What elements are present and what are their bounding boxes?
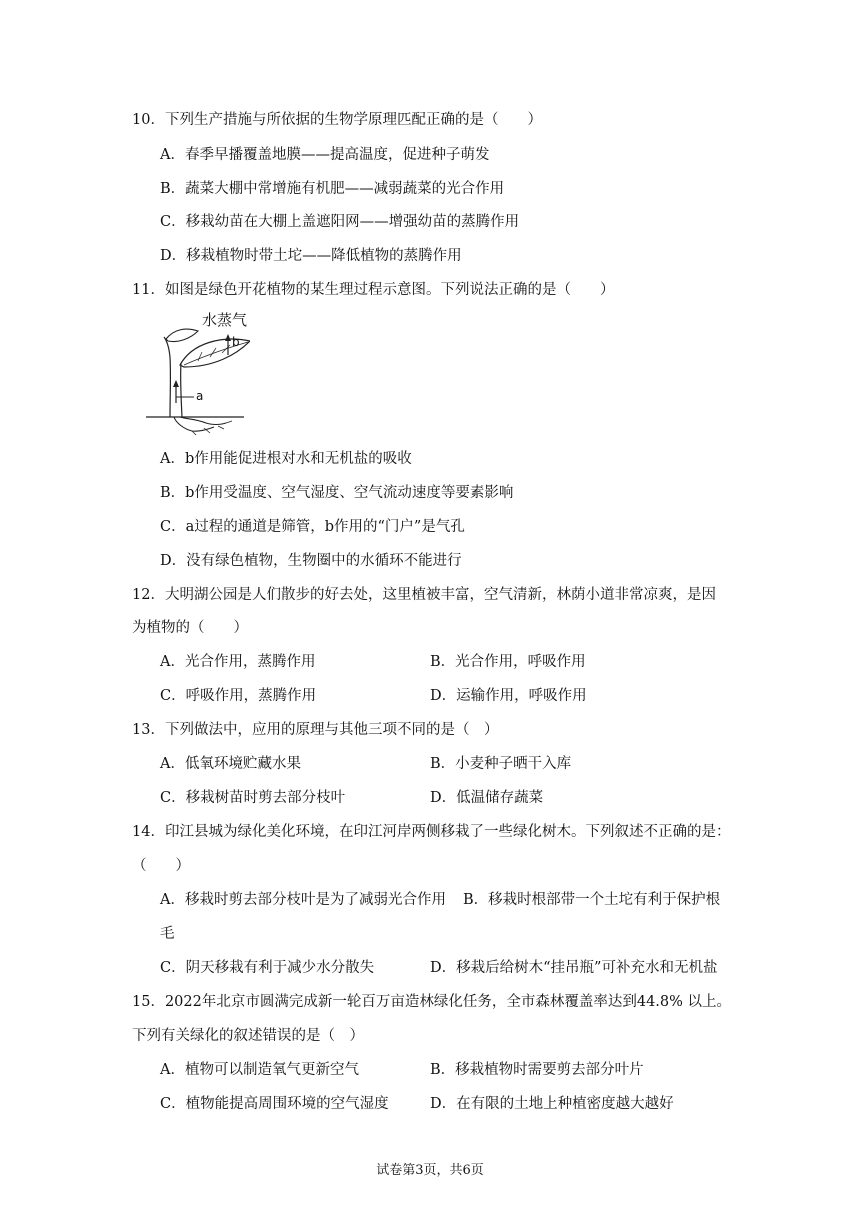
figure-label-b: b: [232, 335, 240, 349]
question-15-option-a: A．植物可以制造氧气更新空气: [160, 1062, 359, 1078]
question-12-stem-line1: 12．大明湖公园是人们散步的好去处，这里植被丰富，空气清新，林荫小道非常凉爽，是因: [132, 587, 716, 603]
question-14-option-b-continued: 毛: [160, 926, 175, 942]
page-footer: 试卷第3页，共6页: [376, 1163, 484, 1178]
question-12-option-c: C．呼吸作用，蒸腾作用: [160, 688, 317, 704]
question-11-option-b: B．b作用受温度、空气湿度、空气流动速度等要素影响: [160, 485, 514, 501]
question-10-option-c: C．移栽幼苗在大棚上盖遮阳网——增强幼苗的蒸腾作用: [160, 214, 520, 230]
question-15-option-c: C．植物能提高周围环境的空气湿度: [160, 1096, 389, 1112]
question-14-stem-line2: （ ）: [132, 858, 190, 874]
question-11-stem: 11．如图是绿色开花植物的某生理过程示意图。下列说法正确的是（ ）: [132, 282, 615, 298]
question-14-option-d: D．移栽后给树木“挂吊瓶”可补充水和无机盐: [430, 960, 718, 976]
question-10-option-a: A．春季早播覆盖地膜——提高温度，促进种子萌发: [160, 147, 490, 163]
question-11-option-d: D．没有绿色植物，生物圈中的水循环不能进行: [160, 553, 462, 569]
question-13-option-d: D．低温储存蔬菜: [430, 790, 544, 806]
question-10-stem: 10．下列生产措施与所依据的生物学原理匹配正确的是（ ）: [132, 112, 542, 128]
question-13-option-c: C．移栽树苗时剪去部分枝叶: [160, 790, 346, 806]
question-12-option-b: B．光合作用，呼吸作用: [430, 654, 586, 670]
question-13-option-b: B．小麦种子晒干入库: [430, 756, 572, 772]
question-10-option-b: B．蔬菜大棚中常增施有机肥——减弱蔬菜的光合作用: [160, 181, 505, 197]
question-15-option-b: B．移栽植物时需要剪去部分叶片: [430, 1062, 644, 1078]
question-11-option-c: C．a过程的通道是筛管，b作用的“门户”是气孔: [160, 519, 465, 535]
question-15-stem-line1: 15．2022年北京市圆满完成新一轮百万亩造林绿化任务，全市森林覆盖率达到44.8% 以上。: [132, 994, 732, 1010]
plant-transpiration-diagram: [140, 305, 250, 440]
question-14-stem-line1: 14．印江县城为绿化美化环境，在印江河岸两侧移栽了一些绿化树木。下列叙述不正确的是：: [132, 824, 731, 840]
question-12-stem-line2: 为植物的（ ）: [132, 620, 248, 636]
question-14-option-c: C．阴天移栽有利于减少水分散失: [160, 960, 375, 976]
question-12-option-d: D．运输作用，呼吸作用: [430, 688, 587, 704]
question-13-stem: 13．下列做法中，应用的原理与其他三项不同的是（ ）: [132, 722, 499, 738]
question-15-option-d: D．在有限的土地上种植密度越大越好: [430, 1096, 674, 1112]
question-12-option-a: A．光合作用，蒸腾作用: [160, 654, 316, 670]
question-11-option-a: A．b作用能促进根对水和无机盐的吸收: [160, 451, 412, 467]
question-15-stem-line2: 下列有关绿化的叙述错误的是（ ）: [132, 1028, 364, 1044]
figure-label-a: a: [196, 389, 204, 403]
figure-label-water-vapor: 水蒸气: [202, 311, 248, 329]
question-10-option-d: D．移栽植物时带土坨——降低植物的蒸腾作用: [160, 248, 462, 264]
question-13-option-a: A．低氧环境贮藏水果: [160, 756, 301, 772]
question-14-option-a: A．移栽时剪去部分枝叶是为了减弱光合作用: [160, 892, 446, 908]
question-14-option-b: B．移栽时根部带一个土坨有利于保护根: [463, 892, 721, 908]
